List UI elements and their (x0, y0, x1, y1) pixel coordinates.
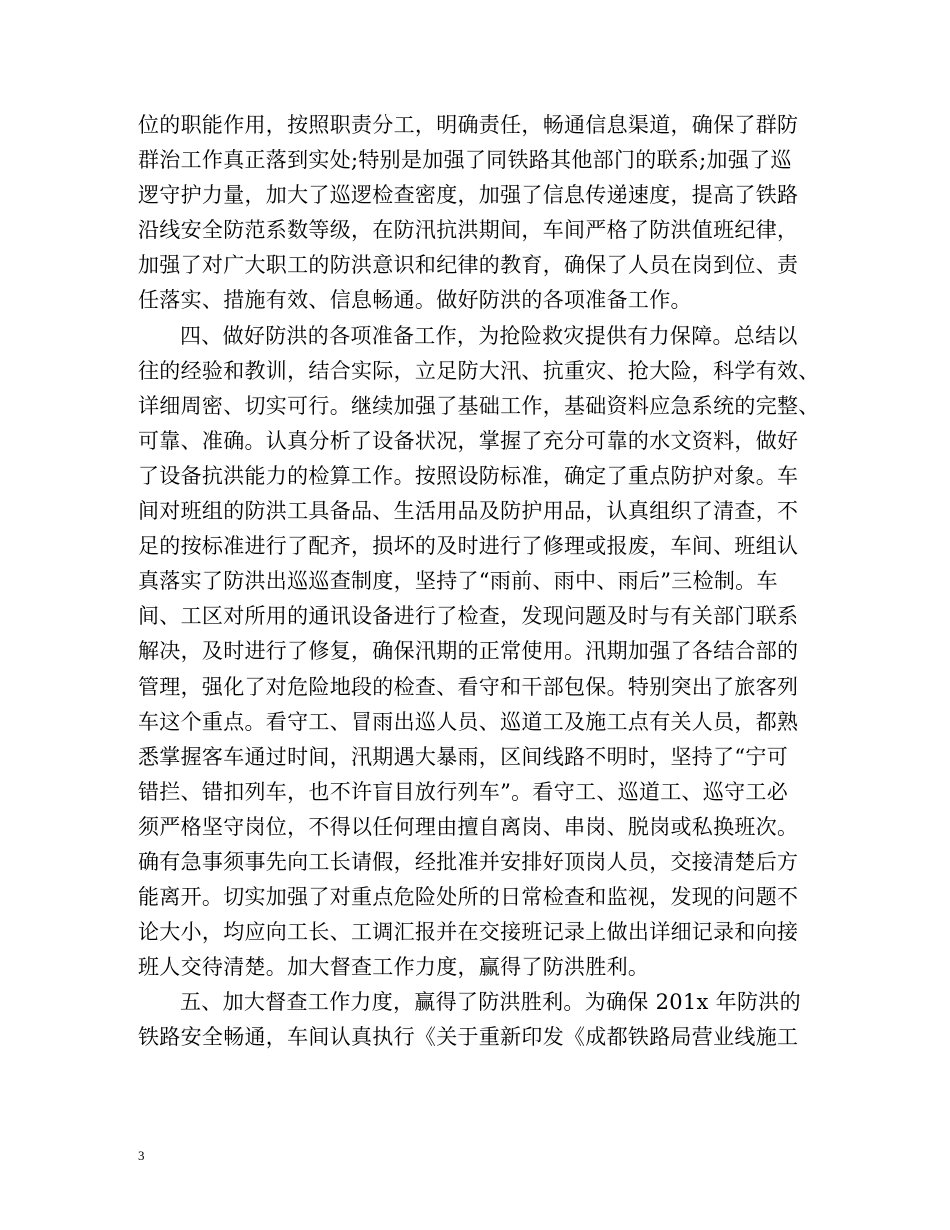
body-text (138, 108, 828, 1056)
text-line: 可靠、准确。认真分析了设备状况，掌握了充分可靠的水文资料，做好 (138, 428, 799, 453)
text-line: 往的经验和教训，结合实际，立足防大汛、抗重灾、抢大险，科学有效、 (138, 358, 820, 383)
text-line: 管理，强化了对危险地段的检查、看守和干部包保。特别突出了旅客列 (138, 674, 799, 699)
text-line: 论大小，均应向工长、工调汇报并在交接班记录上做出详细记录和向接 (138, 920, 799, 945)
page-number: 3 (138, 1148, 145, 1163)
text-line: 任落实、措施有效、信息畅通。做好防洪的各项准备工作。 (138, 288, 692, 313)
text-line: 四、做好防洪的各项准备工作，为抢险救灾提供有力保障。总结以 (180, 323, 798, 348)
text-line: 须严格坚守岗位，不得以任何理由擅自离岗、串岗、脱岗或私换班次。 (138, 814, 799, 839)
text-line: 班人交待清楚。加大督查工作力度，赢得了防洪胜利。 (138, 955, 650, 980)
text-line: 间对班组的防洪工具备品、生活用品及防护用品，认真组织了清查，不 (138, 499, 799, 524)
text-line: 铁路安全畅通，车间认真执行《关于重新印发《成都铁路局营业线施工 (138, 1025, 799, 1050)
text-line: 详细周密、切实可行。继续加强了基础工作，基础资料应急系统的完整、 (138, 393, 820, 418)
text-line: 群治工作真正落到实处;特别是加强了同铁路其他部门的联系;加强了巡 (138, 148, 792, 173)
text-line: 了设备抗洪能力的检算工作。按照设防标准，确定了重点防护对象。车 (138, 463, 799, 488)
text-line: 解决，及时进行了修复，确保汛期的正常使用。汛期加强了各结合部的 (138, 639, 799, 664)
text-line: 真落实了防洪出巡巡查制度，坚持了“雨前、雨中、雨后”三检制。车 (138, 569, 778, 594)
text-line: 加强了对广大职工的防洪意识和纪律的教育，确保了人员在岗到位、责 (138, 253, 799, 278)
text-line: 位的职能作用，按照职责分工，明确责任，畅通信息渠道，确保了群防 (138, 113, 799, 137)
text-line: 能离开。切实加强了对重点危险处所的日常检查和监视，发现的问题不 (138, 885, 799, 910)
text-line: 间、工区对所用的通讯设备进行了检查，发现问题及时与有关部门联系 (138, 604, 799, 629)
text-line: 逻守护力量，加大了巡逻检查密度，加强了信息传递速度，提高了铁路 (138, 183, 799, 208)
text-line: 车这个重点。看守工、冒雨出巡人员、巡道工及施工点有关人员，都熟 (138, 709, 799, 734)
text-line: 错拦、错扣列车，也不许盲目放行列车”。看守工、巡道工、巡守工必 (138, 779, 789, 804)
text-line: 悉掌握客车通过时间，汛期遇大暴雨，区间线路不明时，坚持了“宁可 (138, 744, 789, 769)
text-line: 沿线安全防范系数等级，在防汛抗洪期间，车间严格了防洪值班纪律， (138, 218, 799, 243)
text-line: 五、加大督查工作力度，赢得了防洪胜利。为确保 201x 年防洪的 (180, 990, 801, 1015)
text-line: 足的按标准进行了配齐，损坏的及时进行了修理或报废，车间、班组认 (138, 534, 799, 559)
text-line: 确有急事须事先向工长请假，经批准并安排好顶岗人员，交接清楚后方 (138, 849, 799, 874)
